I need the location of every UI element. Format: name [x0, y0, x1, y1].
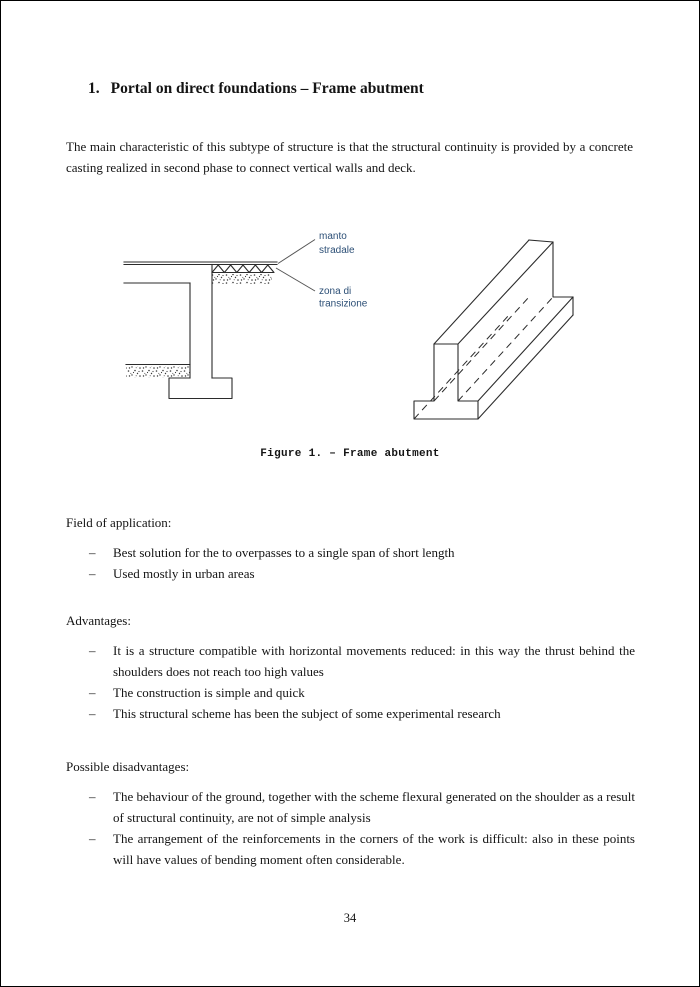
intro-paragraph: The main characteristic of this subtype of structure is that the structural continuity is provided by a concrete casting realized in second phase to connect vertical walls and deck.: [66, 139, 633, 175]
figure-annotations: [276, 231, 368, 310]
heading-number: 1.: [88, 80, 100, 97]
section-title: Advantages:: [66, 613, 131, 628]
list-item: [89, 703, 636, 724]
list-item: [89, 640, 636, 682]
cross-section-drawing: [124, 262, 277, 399]
figure-caption: Figure 1. – Frame abutment: [260, 448, 440, 460]
hidden-edge-bottom: [414, 315, 509, 419]
isometric-drawing: [414, 240, 573, 419]
stem-top-left-edge: [434, 240, 529, 344]
list-item-text: Used mostly in urban areas: [113, 566, 255, 581]
footing-top-right-edge: [478, 297, 573, 401]
bullet-dash: –: [89, 545, 96, 560]
list-item: [89, 563, 636, 584]
list-item-text: It is a structure compatible with horizontal movements reduced: in this way the thrust behind the shoulders does not reach too high values: [113, 643, 635, 679]
bullet-dash: –: [89, 685, 96, 700]
ground-stipple: [126, 366, 190, 378]
list-item-text: The construction is simple and quick: [113, 685, 305, 700]
section-field-of-application: [66, 512, 636, 584]
footing-bottom-right-edge: [478, 315, 573, 419]
section-title: Possible disadvantages:: [66, 759, 190, 774]
heading-text: Portal on direct foundations – Frame abutment: [110, 80, 424, 97]
section-possible-disadvantages: [66, 756, 636, 870]
transition-zone-zigzag: [212, 265, 274, 273]
list-item: [89, 542, 636, 563]
list-item-text: The behaviour of the ground, together with the scheme flexural generated on the shoulder as a result of structural continuity, are not of simple analysis: [113, 789, 635, 825]
label-transizione: transizione: [319, 298, 368, 310]
section-advantages: [66, 610, 636, 724]
section-title: Field of application:: [66, 515, 172, 530]
backfill-stipple: [212, 274, 272, 284]
label-manto: manto: [319, 231, 347, 242]
bullet-dash: –: [89, 706, 96, 721]
figure-1: [81, 221, 591, 433]
list-item-text: This structural scheme has been the subject of some experimental research: [113, 706, 501, 721]
bullet-dash: –: [89, 643, 96, 658]
page-title: [88, 78, 424, 100]
bullet-dash: –: [89, 831, 96, 846]
list-item: [89, 682, 636, 703]
bullet-dash: –: [89, 566, 96, 581]
hidden-edge-right: [458, 297, 553, 401]
footing-outline: [169, 378, 232, 399]
bullet-dash: –: [89, 789, 96, 804]
list-item-text: Best solution for the to overpasses to a single span of short length: [113, 545, 455, 560]
label-zona-di: zona di: [319, 286, 352, 297]
list-item: [89, 828, 636, 870]
hidden-edge-left: [434, 297, 529, 401]
stem-top-right-edge: [458, 242, 553, 344]
label-stradale: stradale: [319, 245, 355, 256]
list-item: [89, 786, 636, 828]
zona-leader-line: [276, 268, 315, 291]
list-item-text: The arrangement of the reinforcements in the corners of the work is difficult: also in these points will have values of bending moment often considerable.: [113, 831, 635, 867]
manto-leader-line: [278, 240, 315, 264]
page-number: 34: [343, 911, 357, 925]
